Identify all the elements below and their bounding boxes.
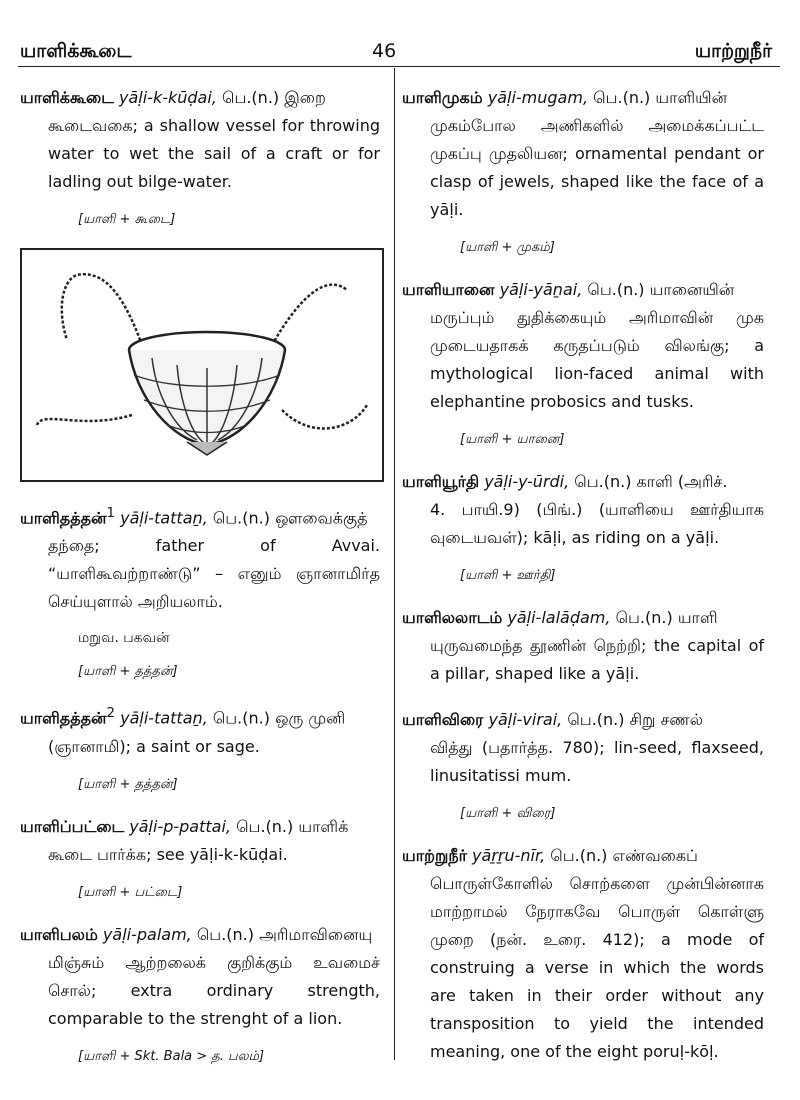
headword: யாளிமுகம் [402, 88, 483, 107]
column-divider [394, 68, 395, 1060]
headword: யாற்றுநீர் [402, 846, 467, 865]
definition-start: அரிமாவினையு [259, 924, 373, 944]
part-of-speech: பெ.(n.) [615, 608, 673, 627]
definition: கூடைவகை; a shallow vessel for throwing water to wet the sail of a craft or for ladling out bilge-water. [48, 116, 380, 191]
homonym-number: 2 [106, 706, 116, 722]
part-of-speech: பெ.(n.) [212, 708, 270, 728]
part-of-speech: பெ.(n.) [212, 508, 270, 528]
definition: மிஞ்சும் ஆற்றலைக் குறிக்கும் உவமைச் சொல்; extra ordinary strength, comparable to the strenght of a lion. [48, 952, 380, 1028]
definition: மருப்பும் துதிக்கையும் அரிமாவின் முக முடையதாகக் கருதப்படும் விலங்கு; a mythological lion-faced animal with elephantine probosics and tusks. [430, 308, 764, 411]
entry-yali-virai [402, 706, 764, 734]
transliteration: yāḷi-virai, [488, 710, 563, 729]
headword: யாளிலலாடம் [402, 608, 503, 627]
entry-yali-yanai [402, 276, 764, 304]
part-of-speech: பெ.(n.) [587, 280, 645, 299]
etymology: [யாளி + கூடை] [78, 212, 176, 227]
transliteration: yāḷi-lalāḍam, [507, 608, 611, 627]
definition-start: சிறு சணல் [629, 710, 704, 729]
headword: யாளியூர்தி [402, 472, 480, 491]
etymology: [யாளி + தத்தன்] [78, 664, 178, 680]
headword: யாளிப்பட்டை [20, 816, 125, 836]
header-left-guide-word: யாளிக்கூடை [20, 40, 132, 62]
homonym-number: 1 [106, 506, 116, 521]
entry-yali-palam [20, 921, 380, 949]
transliteration: yāḷi-tattaṉ, [120, 708, 208, 728]
yali-basket-drawing [22, 250, 382, 480]
part-of-speech: பெ.(n.) [574, 472, 632, 491]
part-of-speech: பெ.(n.) [236, 816, 294, 836]
definition: முகம்போல அணிகளில் அமைக்கப்பட்ட முகப்பு முதலியன; ornamental pendant or clasp of jewels, shaped like the face of a yāḷi. [430, 116, 764, 219]
header-rule [18, 66, 780, 67]
part-of-speech: பெ.(n.) [567, 710, 625, 729]
etymology: [யாளி + பட்டை] [78, 884, 183, 900]
entry-yali-mugam [402, 84, 764, 112]
transliteration: yāḷi-tattaṉ, [120, 508, 208, 528]
definition-start: யானையின் [649, 280, 735, 299]
headword: யாளிதத்தன் [20, 708, 107, 728]
part-of-speech: பெ.(n.) [593, 88, 651, 107]
synonym: மறுவ. பகவன் [78, 630, 170, 647]
headword: யாளிபலம் [20, 924, 98, 944]
definition: (ஞானாமி); a saint or sage. [48, 736, 260, 756]
definition: யுருவமைந்த தூணின் நெற்றி; the capital of a pillar, shaped like a yāḷi. [430, 636, 764, 683]
basket-illustration [20, 248, 384, 482]
transliteration: yāḷi-mugam, [487, 88, 589, 107]
etymology: [யாளி + Skt. Bala > த. பலம்] [78, 1048, 265, 1064]
etymology: [யாளி + தத்தன்] [78, 776, 178, 792]
headword: யாளிவிரை [402, 710, 484, 729]
definition-start: இறை [284, 88, 326, 107]
etymology: [யாளி + ஊர்தி] [460, 568, 556, 583]
entry-yali-tattan-1 [20, 500, 380, 532]
part-of-speech: பெ.(n.) [221, 88, 280, 107]
entry-yali-y-urdi [402, 468, 764, 496]
headword: யாளிக்கூடை [20, 88, 114, 107]
definition-start: யாளி [677, 608, 718, 627]
definition: பொருள்கோளில் சொற்களை முன்பின்னாக மாற்றாமல் நேராகவே பொருள் கொள்ளு முறை (நன். உரை. 412); a mode of construing a verse in which the words are taken in their order without any transposition to yield the intended meaning, one of the eight poruḷ-kōḷ. [430, 874, 764, 1061]
transliteration: yāḷi-yāṉai, [499, 280, 583, 299]
transliteration: yāḷi-k-kūḍai, [119, 88, 217, 107]
right-column [402, 84, 764, 1066]
part-of-speech: பெ.(n.) [196, 924, 254, 944]
header-right-guide-word: யாற்றுநீர் [694, 40, 772, 62]
etymology: [யாளி + விரை] [460, 806, 556, 821]
transliteration: yāḷi-p-pattai, [129, 816, 231, 836]
part-of-speech: பெ.(n.) [550, 846, 608, 865]
left-column [20, 84, 380, 1085]
transliteration: yāḷi-palam, [102, 924, 192, 944]
etymology: [யாளி + யானை] [460, 432, 565, 447]
etymology: [யாளி + முகம்] [460, 240, 555, 255]
definition: வித்து (பதார்த்த. 780); lin-seed, flaxseed, linusitatissi mum. [430, 738, 764, 785]
definition-start: ஒரு முனி [275, 708, 346, 728]
definition-start: ஔவைக்குத் [275, 508, 368, 528]
definition-start: யாளியின் [655, 88, 728, 107]
entry-yarru-nir [402, 842, 764, 870]
definition-start: எண்வகைப் [612, 846, 698, 865]
page-number: 46 [372, 40, 397, 62]
headword: யாளியானை [402, 280, 495, 299]
headword: யாளிதத்தன் [20, 508, 107, 528]
entry-yali-tattan-2 [20, 700, 380, 732]
transliteration: yāṟṟu-nīr, [472, 846, 546, 865]
definition: கூடை பார்க்க; see yāḷi-k-kūḍai. [48, 844, 288, 864]
definition: தந்தை; father of Avvai. “யாளிகூவற்றாண்டு” – எனும் ஞானாமிர்த செய்யுளால் அறியலாம். [48, 536, 380, 612]
transliteration: yāḷi-y-ūrdi, [484, 472, 570, 491]
definition: 4. பாயி.9) (பிங்.) (யாளியை ஊர்தியாக வுடையவள்); kāḷi, as riding on a yāḷi. [430, 500, 764, 547]
entry-yali-k-kudai [20, 84, 380, 112]
definition-start: காளி (அரிச். [636, 472, 728, 491]
definition-start: யாளிக் [298, 816, 349, 836]
entry-yali-laladam [402, 604, 764, 632]
entry-yali-p-pattai [20, 813, 380, 841]
